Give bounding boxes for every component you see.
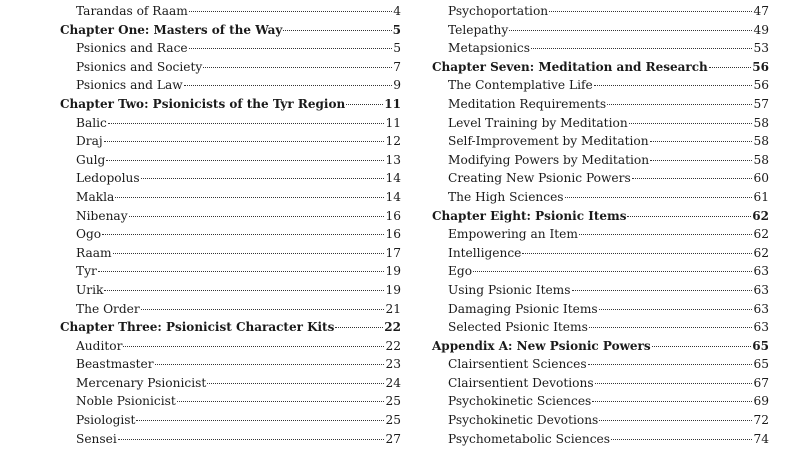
toc-entry-title: Self-Improvement by Meditation <box>448 134 649 149</box>
dot-leader <box>335 327 383 328</box>
toc-entry-title: The High Sciences <box>448 189 564 204</box>
toc-page-number: 22 <box>385 338 401 353</box>
toc-page-number: 62 <box>752 208 769 223</box>
toc-entry-title: Psionics and Society <box>76 59 203 74</box>
dot-leader <box>607 104 752 105</box>
toc-entry-title: Chapter Eight: Psionic Items <box>432 208 627 223</box>
dot-leader <box>579 234 753 235</box>
toc-page-number: 53 <box>753 41 769 56</box>
toc-chapter-chapter-two-psionicists-of-the-tyr-region[interactable] <box>60 95 401 114</box>
dot-leader <box>572 290 753 291</box>
toc-right-column <box>432 2 769 448</box>
toc-entry-title: Nibenay <box>76 208 128 223</box>
toc-page-number: 23 <box>385 357 401 372</box>
toc-page-number: 49 <box>753 22 769 37</box>
toc-page-number: 5 <box>393 41 401 56</box>
dot-leader <box>102 234 384 235</box>
toc-entry-title: Telepathy <box>448 22 509 37</box>
dot-leader <box>592 401 752 402</box>
toc-entry-title: Clairsentient Sciences <box>448 357 587 372</box>
toc-entry-telepathy[interactable] <box>432 21 769 40</box>
toc-entry-tyr[interactable] <box>60 262 401 281</box>
toc-page-number: 61 <box>753 189 769 204</box>
toc-entry-using-psionic-items[interactable] <box>432 281 769 300</box>
toc-page-number: 63 <box>753 320 769 335</box>
toc-entry-raam[interactable] <box>60 244 401 263</box>
dot-leader <box>629 123 753 124</box>
toc-page-number: 60 <box>753 171 769 186</box>
dot-leader <box>203 67 392 68</box>
dot-leader <box>141 178 385 179</box>
dot-leader <box>652 346 752 347</box>
toc-entry-title: Psiologist <box>76 413 136 428</box>
dot-leader <box>108 123 385 124</box>
toc-entry-metapsionics[interactable] <box>432 39 769 58</box>
toc-page-number: 24 <box>385 375 401 390</box>
toc-entry-ego[interactable] <box>432 262 769 281</box>
toc-entry-title: Metapsionics <box>448 41 530 56</box>
toc-page-number: 65 <box>753 357 769 372</box>
toc-page-number: 58 <box>753 134 769 149</box>
toc-page-number: 62 <box>753 227 769 242</box>
toc-page-number: 47 <box>753 4 769 18</box>
toc-entry-title: Urik <box>76 282 104 297</box>
toc-entry-title: Using Psionic Items <box>448 282 571 297</box>
toc-entry-psychokinetic-devotions[interactable] <box>432 411 769 430</box>
toc-page-number: 56 <box>753 78 769 93</box>
toc-entry-title: Chapter Two: Psionicists of the Tyr Region <box>60 96 346 111</box>
toc-left-column <box>60 2 401 448</box>
toc-page-number: 11 <box>385 115 401 130</box>
toc-entry-title: Balic <box>76 115 107 130</box>
toc-page-number: 16 <box>385 208 401 223</box>
toc-entry-title: Raam <box>76 245 112 260</box>
toc-page-number: 14 <box>385 171 401 186</box>
toc-entry-title: Ledopolus <box>76 171 140 186</box>
toc-entry-title: Beastmaster <box>76 357 154 372</box>
toc-entry-title: Selected Psionic Items <box>448 320 588 335</box>
dot-leader <box>104 141 385 142</box>
toc-entry-creating-new-psionic-powers[interactable] <box>432 169 769 188</box>
toc-entry-title: Psychoportation <box>448 4 549 18</box>
toc-entry-title: The Order <box>76 301 140 316</box>
toc-entry-title: Ego <box>448 264 473 279</box>
dot-leader <box>565 197 753 198</box>
toc-entry-title: Clairsentient Devotions <box>448 375 594 390</box>
toc-entry-title: Psychometabolic Sciences <box>448 431 611 446</box>
toc-page-number: 7 <box>393 59 401 74</box>
toc-entry-title: Tyr <box>76 264 97 279</box>
toc-page-number: 21 <box>385 301 401 316</box>
toc-page-number: 22 <box>384 320 401 335</box>
toc-entry-title: Psychokinetic Devotions <box>448 413 599 428</box>
dot-leader <box>283 30 391 31</box>
toc-page-number: 67 <box>753 375 769 390</box>
toc-page-number: 4 <box>393 4 401 18</box>
toc-entry-title: Chapter Seven: Meditation and Research <box>432 59 708 74</box>
toc-entry-title: Ogo <box>76 227 102 242</box>
toc-page-number: 57 <box>753 96 769 111</box>
dot-leader <box>473 271 752 272</box>
toc-entry-psychoportation[interactable] <box>432 2 769 21</box>
toc-entry-nibenay[interactable] <box>60 207 401 226</box>
toc-entry-psiologist[interactable] <box>60 411 401 430</box>
toc-entry-draj[interactable] <box>60 132 401 151</box>
toc-entry-clairsentient-sciences[interactable] <box>432 355 769 374</box>
dot-leader <box>118 439 385 440</box>
toc-entry-title: Gulg <box>76 152 106 167</box>
toc-entry-selected-psionic-items[interactable] <box>432 318 769 337</box>
toc-entry-title: The Contemplative Life <box>448 78 593 93</box>
toc-entry-gulg[interactable] <box>60 151 401 170</box>
toc-entry-title: Auditor <box>76 338 123 353</box>
toc-entry-title: Psionics and Race <box>76 41 188 56</box>
dot-leader <box>177 401 385 402</box>
toc-entry-empowering-an-item[interactable] <box>432 225 769 244</box>
dot-leader <box>594 85 753 86</box>
dot-leader <box>709 67 752 68</box>
toc-entry-the-order[interactable] <box>60 300 401 319</box>
toc-entry-title: Empowering an Item <box>448 227 578 242</box>
dot-leader <box>531 48 753 49</box>
dot-leader <box>627 216 751 217</box>
toc-entry-title: Draj <box>76 134 103 149</box>
dot-leader <box>106 160 384 161</box>
toc-page-number: 9 <box>393 78 401 93</box>
toc-chapter-chapter-seven-meditation-and-research[interactable] <box>432 58 769 77</box>
dot-leader <box>522 253 752 254</box>
toc-page-number: 69 <box>753 394 769 409</box>
toc-entry-psionics-and-race[interactable] <box>60 39 401 58</box>
toc-entry-beastmaster[interactable] <box>60 355 401 374</box>
toc-page-number: 12 <box>385 134 401 149</box>
dot-leader <box>136 420 384 421</box>
toc-chapter-chapter-three-psionicist-character-kits[interactable] <box>60 318 401 337</box>
dot-leader <box>141 309 385 310</box>
toc-chapter-chapter-one-masters-of-the-way[interactable] <box>60 21 401 40</box>
toc-page-number: 14 <box>385 189 401 204</box>
toc-chapter-appendix-a-new-psionic-powers[interactable] <box>432 337 769 356</box>
toc-page-number: 63 <box>753 301 769 316</box>
dot-leader <box>207 383 384 384</box>
toc-entry-clairsentient-devotions[interactable] <box>432 374 769 393</box>
dot-leader <box>98 271 385 272</box>
toc-entry-sensei[interactable] <box>60 430 401 449</box>
dot-leader <box>115 197 384 198</box>
dot-leader <box>123 346 384 347</box>
toc-entry-title: Modifying Powers by Meditation <box>448 152 650 167</box>
toc-entry-title: Appendix A: New Psionic Powers <box>432 338 651 353</box>
dot-leader <box>650 160 752 161</box>
toc-entry-ogo[interactable] <box>60 225 401 244</box>
toc-entry-ledopolus[interactable] <box>60 169 401 188</box>
dot-leader <box>632 178 753 179</box>
toc-entry-title: Mercenary Psionicist <box>76 375 207 390</box>
toc-page-number: 17 <box>385 245 401 260</box>
toc-entry-title: Sensei <box>76 431 117 446</box>
toc-page-number: 16 <box>385 227 401 242</box>
dot-leader <box>189 48 393 49</box>
toc-page-number: 19 <box>385 282 401 297</box>
toc-entry-damaging-psionic-items[interactable] <box>432 300 769 319</box>
toc-page-number: 25 <box>385 413 401 428</box>
dot-leader <box>599 420 752 421</box>
toc-page-number: 5 <box>392 22 401 37</box>
toc-entry-self-improvement-by-meditation[interactable] <box>432 132 769 151</box>
toc-entry-meditation-requirements[interactable] <box>432 95 769 114</box>
toc-entry-mercenary-psionicist[interactable] <box>60 374 401 393</box>
toc-entry-title: Makla <box>76 189 115 204</box>
dot-leader <box>595 383 753 384</box>
dot-leader <box>184 85 393 86</box>
toc-entry-title: Creating New Psionic Powers <box>448 171 631 186</box>
toc-entry-psychokinetic-sciences[interactable] <box>432 392 769 411</box>
toc-entry-psionics-and-law[interactable] <box>60 76 401 95</box>
toc-entry-title: Psychokinetic Sciences <box>448 394 592 409</box>
toc-entry-intelligence[interactable] <box>432 244 769 263</box>
toc-page-number: 25 <box>385 394 401 409</box>
dot-leader <box>155 364 385 365</box>
toc-page-number: 63 <box>753 264 769 279</box>
toc-entry-psychometabolic-sciences[interactable] <box>432 430 769 449</box>
toc-page-number: 63 <box>753 282 769 297</box>
toc-chapter-chapter-eight-psionic-items[interactable] <box>432 207 769 226</box>
dot-leader <box>346 104 383 105</box>
toc-entry-auditor[interactable] <box>60 337 401 356</box>
dot-leader <box>113 253 385 254</box>
toc-entry-the-high-sciences[interactable] <box>432 188 769 207</box>
toc-entry-noble-psionicist[interactable] <box>60 392 401 411</box>
toc-page-number: 56 <box>752 59 769 74</box>
toc-page-number: 74 <box>753 431 769 446</box>
toc-page-number: 19 <box>385 264 401 279</box>
toc-entry-title: Psionics and Law <box>76 78 183 93</box>
toc-entry-level-training-by-meditation[interactable] <box>432 114 769 133</box>
toc-entry-title: Intelligence <box>448 245 522 260</box>
toc-entry-title: Noble Psionicist <box>76 394 176 409</box>
toc-entry-the-contemplative-life[interactable] <box>432 76 769 95</box>
dot-leader <box>549 11 752 12</box>
toc-entry-title: Meditation Requirements <box>448 96 607 111</box>
dot-leader <box>650 141 753 142</box>
toc-entry-modifying-powers-by-meditation[interactable] <box>432 151 769 170</box>
toc-entry-makla[interactable] <box>60 188 401 207</box>
toc-entry-tarandas-of-raam[interactable] <box>60 2 401 21</box>
toc-page-number: 72 <box>753 413 769 428</box>
dot-leader <box>599 309 753 310</box>
dot-leader <box>189 11 392 12</box>
toc-page-number: 58 <box>753 152 769 167</box>
toc-page-number: 62 <box>753 245 769 260</box>
toc-entry-title: Level Training by Meditation <box>448 115 628 130</box>
dot-leader <box>588 364 753 365</box>
toc-entry-title: Chapter One: Masters of the Way <box>60 22 283 37</box>
dot-leader <box>589 327 753 328</box>
toc-page-number: 11 <box>384 96 401 111</box>
dot-leader <box>611 439 752 440</box>
toc-entry-title: Tarandas of Raam <box>76 4 188 18</box>
toc-page-number: 58 <box>753 115 769 130</box>
toc-entry-title: Damaging Psionic Items <box>448 301 598 316</box>
toc-entry-balic[interactable] <box>60 114 401 133</box>
dot-leader <box>509 30 752 31</box>
toc-page-number: 27 <box>385 431 401 446</box>
toc-page-number: 65 <box>752 338 769 353</box>
toc-entry-title: Chapter Three: Psionicist Character Kits <box>60 320 335 335</box>
dot-leader <box>104 290 384 291</box>
toc-entry-urik[interactable] <box>60 281 401 300</box>
dot-leader <box>129 216 385 217</box>
toc-entry-psionics-and-society[interactable] <box>60 58 401 77</box>
toc-page-number: 13 <box>385 152 401 167</box>
